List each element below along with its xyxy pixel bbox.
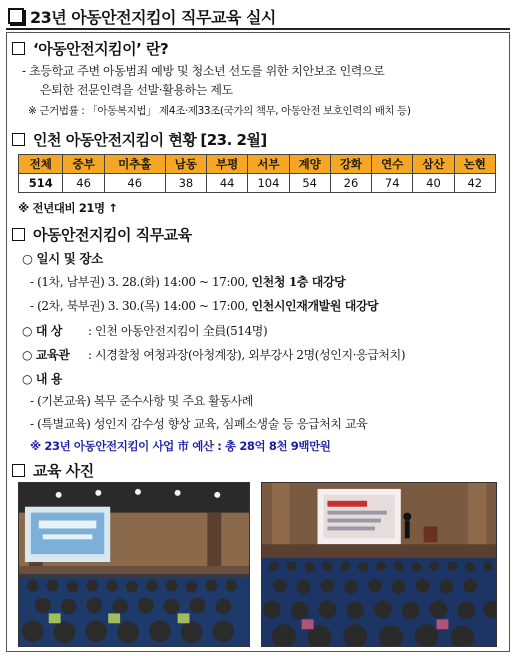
square-bullet-icon <box>12 228 25 241</box>
instructor-label: ○ 교육관 <box>22 348 70 362</box>
content-label: ○ 내 용 <box>22 372 63 386</box>
target-label: ○ 대 상 <box>22 324 63 338</box>
section-about-heading <box>12 38 168 59</box>
square-bullet-icon <box>12 464 25 477</box>
document-header <box>6 4 510 30</box>
session-2-place: 인천시인재개발원 대강당 <box>251 299 379 313</box>
table-header-cell: 부평 <box>207 155 248 174</box>
datetime-label: ○ 일시 및 장소 <box>22 251 103 266</box>
section-status-heading <box>12 129 267 150</box>
section-about-title: ‘아동안전지킴이’ 란? <box>33 40 169 58</box>
section-training-heading <box>12 224 192 245</box>
table-value-cell: 42 <box>454 174 495 193</box>
table-value-cell: 74 <box>372 174 413 193</box>
session-2-time: - (2차, 북부권) 3. 30.(목) 14:00 ~ 17:00, <box>30 299 252 313</box>
table-value-cell: 40 <box>413 174 454 193</box>
table-header-cell: 연수 <box>372 155 413 174</box>
status-table-header-row <box>19 155 496 174</box>
document-title: 23년 아동안전지킴이 직무교육 실시 <box>30 7 276 27</box>
target-text: : 인천 아동안전지킴이 全員(514명) <box>88 324 268 338</box>
instructor-row <box>22 346 405 363</box>
table-header-cell: 중부 <box>63 155 104 174</box>
table-header-cell: 강화 <box>330 155 371 174</box>
target-row <box>22 322 267 339</box>
session-1 <box>30 273 345 290</box>
table-header-cell: 계양 <box>289 155 330 174</box>
table-header-cell: 남동 <box>165 155 206 174</box>
about-description-line1: - 초등학교 주변 아동범죄 예방 및 청소년 선도를 위한 치안보조 인력으로 <box>22 64 385 78</box>
section-photos-heading <box>12 460 94 481</box>
header-checkbox-icon <box>8 8 24 24</box>
training-photo-2 <box>261 482 497 647</box>
budget-note: ※ 23년 아동안전지킴이 사업 市 예산 : 총 28억 8천 9백만원 <box>30 439 331 453</box>
table-value-cell: 104 <box>248 174 289 193</box>
auditorium-photo-2-image <box>262 483 496 646</box>
table-header-cell: 서부 <box>248 155 289 174</box>
square-bullet-icon <box>12 133 25 146</box>
table-header-cell: 삼산 <box>413 155 454 174</box>
table-value-cell: 46 <box>104 174 165 193</box>
section-status-title: 인천 아동안전지킴이 현황 <box>33 131 197 149</box>
table-header-cell: 논현 <box>454 155 495 174</box>
training-photo-1 <box>18 482 250 647</box>
status-table-value-row <box>19 174 496 193</box>
content-special: - (특별교육) 성인지 감수성 향상 교육, 심폐소생술 등 응급처치 교육 <box>30 417 368 431</box>
status-change-note: ※ 전년대비 21명 ↑ <box>18 201 118 215</box>
legal-basis-note: ※ 근거법률 : 「아동복지법」 제4조·제33조(국가의 책무, 아동안전 보호인력의 배치 등) <box>28 105 411 117</box>
about-description-line2: 은퇴한 전문인력을 선발·활용하는 제도 <box>40 83 233 97</box>
table-header-cell: 미추홀 <box>104 155 165 174</box>
section-photos-title: 교육 사진 <box>33 462 94 480</box>
status-table <box>18 154 496 193</box>
session-1-time: - (1차, 남부권) 3. 28.(화) 14:00 ~ 17:00, <box>30 275 252 289</box>
table-value-cell: 26 <box>330 174 371 193</box>
content-basic: - (기본교육) 복무 준수사항 및 주요 활동사례 <box>30 394 253 408</box>
section-training-title: 아동안전지킴이 직무교육 <box>33 226 192 244</box>
instructor-text: : 시경찰청 여청과장(아청계장), 외부강사 2명(성인지·응급처치) <box>88 348 406 362</box>
table-header-cell: 전체 <box>19 155 63 174</box>
section-status-date: [23. 2월] <box>200 131 267 149</box>
table-value-cell: 514 <box>19 174 63 193</box>
square-bullet-icon <box>12 42 25 55</box>
session-2 <box>30 297 378 314</box>
auditorium-photo-1-image <box>19 483 249 646</box>
table-value-cell: 38 <box>165 174 206 193</box>
table-value-cell: 54 <box>289 174 330 193</box>
table-value-cell: 44 <box>207 174 248 193</box>
session-1-place: 인천청 1층 대강당 <box>251 275 346 289</box>
table-value-cell: 46 <box>63 174 104 193</box>
